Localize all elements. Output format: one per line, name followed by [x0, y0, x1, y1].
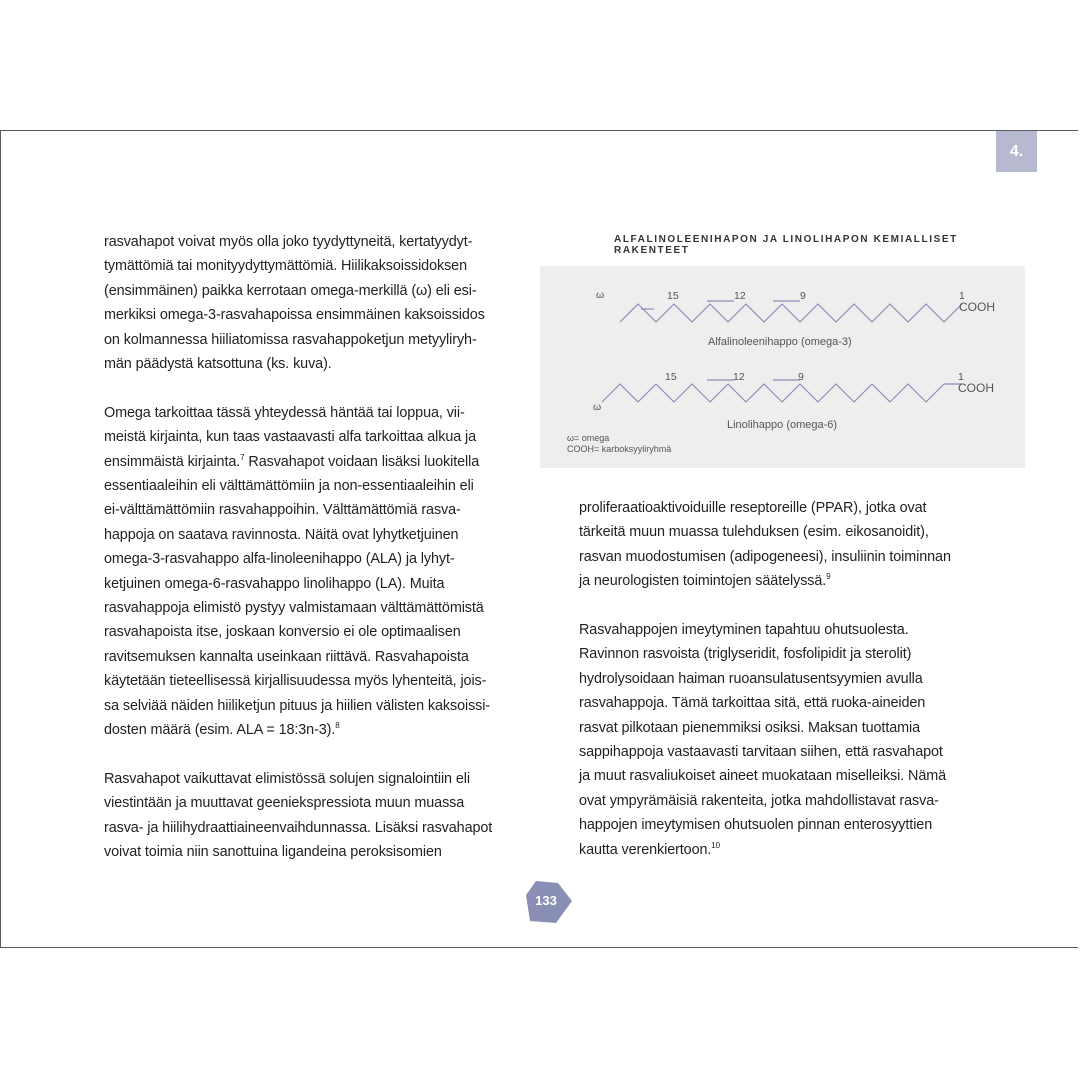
- ala-carbon-chain: [620, 304, 962, 322]
- page-number-badge: [526, 879, 574, 927]
- left-column: [104, 230, 504, 865]
- text-line: sappihappoja vastaavasti tarvitaan siihen, että rasvahapot: [579, 744, 943, 761]
- text-line: Rasvahapot voidaan lisäksi luokitella: [244, 453, 480, 470]
- right-column: [579, 496, 999, 862]
- text-line: voivat toimia niin sanottuina ligandeina peroksisomien: [104, 844, 442, 861]
- left-paragraph-2: [104, 401, 504, 743]
- left-paragraph-1: [104, 230, 504, 376]
- text-line: on kolmannessa hiiliatomissa rasvahappoketjun metyyliryh-: [104, 331, 477, 348]
- text-line: omega-3-rasvahappo alfa-linoleenihappo (ALA) ja lyhyt-: [104, 551, 455, 568]
- ala-pos-15: 15: [667, 290, 679, 302]
- text-line: Omega tarkoittaa tässä yhteydessä häntää tai loppua, vii-: [104, 404, 465, 421]
- text-line: män päädystä katsottuna (ks. kuva).: [104, 356, 332, 373]
- ala-pos-12: 12: [734, 290, 746, 302]
- legend-cooh: COOH= karboksyyliryhmä: [567, 444, 672, 454]
- text-line: ketjuinen omega-6-rasvahappo linolihappo (LA). Muita: [104, 575, 445, 592]
- text-line: happojen imeytymisen ohutsuolen pinnan enterosyyttien: [579, 817, 933, 834]
- text-line: rasvahapoista itse, joskaan konversio ei ole optimaalisen: [104, 624, 461, 641]
- legend-omega: ω= omega: [567, 433, 610, 443]
- text-line: (ensimmäinen) paikka kerrotaan omega-merkillä (ω) eli esi-: [104, 282, 477, 299]
- ala-name: Alfalinoleenihappo (omega-3): [708, 336, 852, 348]
- text-line: Rasvahappojen imeytyminen tapahtuu ohutsuolesta.: [579, 622, 909, 639]
- text-line: ravitsemuksen kannalta useinkaan riittävä. Rasvahapoista: [104, 648, 469, 665]
- text-line: ei-välttämättömiin rasvahappoihin. Välttämättömiä rasva-: [104, 502, 461, 519]
- la-pos-15: 15: [665, 371, 677, 383]
- reference-8: 8: [335, 721, 340, 731]
- text-line: dosten määrä (esim. ALA = 18:3n-3).: [104, 722, 336, 739]
- text-line: ja muut rasvaliukoiset aineet muokataan miselleiksi. Nämä: [579, 768, 947, 785]
- text-line: kautta verenkiertoon.: [579, 841, 712, 858]
- reference-7: 7: [240, 452, 245, 462]
- text-line: Rasvahapot vaikuttavat elimistössä solujen signalointiin eli: [104, 770, 470, 787]
- ala-omega-label: ω: [596, 289, 605, 301]
- text-line: rasvahappoja. Tämä tarkoittaa sitä, että ruoka-aineiden: [579, 695, 926, 712]
- text-line: rasvan muodostumisen (adipogeneesi), insuliinin toiminnan: [579, 548, 951, 565]
- la-name: Linolihappo (omega-6): [727, 419, 838, 431]
- text-line: hydrolysoidaan haiman ruoansulatusentsyymien avulla: [579, 670, 923, 687]
- right-paragraph-1: [579, 496, 999, 594]
- text-line: rasvat pilkotaan pienemmiksi osiksi. Maksan tuottamia: [579, 719, 921, 736]
- ala-cooh: COOH: [959, 300, 995, 314]
- chemical-structures-figure: [540, 266, 1025, 468]
- text-line: merkiksi omega-3-rasvahapoissa ensimmäinen kaksoissidos: [104, 307, 485, 324]
- text-line: ovat ympyrämäisiä rakenteita, jotka mahdollistavat rasva-: [579, 792, 939, 809]
- text-line: käytetään tieteellisessä kirjallisuudessa myös lyhenteitä, jois-: [104, 673, 487, 690]
- right-paragraph-2: [579, 618, 999, 862]
- ala-pos-9: 9: [800, 290, 806, 302]
- la-pos-9: 9: [798, 371, 804, 383]
- la-carbon-chain: [602, 384, 962, 402]
- text-line: sa selviää näiden hiiliketjun pituus ja hiilien välisten kaksoissi-: [104, 697, 491, 714]
- text-line: ensimmäistä kirjainta.: [104, 453, 241, 470]
- text-line: tymättömiä tai monityydyttymättömiä. Hiilikaksoissidoksen: [104, 258, 467, 275]
- la-cooh: COOH: [958, 381, 994, 395]
- chapter-number: 4.: [1009, 142, 1024, 160]
- text-line: essentiaaleihin eli välttämättömiin ja non-essentiaaleihin eli: [104, 478, 474, 495]
- left-paragraph-3: [104, 767, 504, 865]
- la-omega-label: ω: [593, 401, 602, 413]
- reference-9: 9: [826, 572, 831, 582]
- figure-caption: ALFALINOLEENIHAPON JA LINOLIHAPON KEMIALLISET RAKENTEET: [614, 234, 958, 256]
- text-line: rasvahappoja elimistö pystyy valmistamaan välttämättömistä: [104, 600, 484, 617]
- reference-10: 10: [711, 840, 720, 850]
- structures-svg: [540, 266, 1025, 468]
- text-line: rasvahapot voivat myös olla joko tyydyttyneitä, kertatyydyt-: [104, 234, 473, 250]
- text-line: tärkeitä muun muassa tulehduksen (esim. eikosanoidit),: [579, 524, 929, 541]
- ala-pos-1: 1: [959, 290, 965, 302]
- text-line: proliferaatioaktivoiduille reseptoreille (PPAR), jotka ovat: [579, 500, 927, 516]
- text-line: rasva- ja hiilihydraattiaineenvaihdunnassa. Lisäksi rasvahapot: [104, 819, 493, 836]
- chapter-tab: [996, 131, 1037, 172]
- la-pos-1: 1: [958, 371, 964, 383]
- page-number: 133: [535, 893, 557, 908]
- text-line: ja neurologisten toimintojen säätelyssä.: [579, 573, 827, 590]
- text-line: meistä kirjainta, kun taas vastaavasti alfa tarkoittaa alkua ja: [104, 429, 477, 446]
- text-line: Ravinnon rasvoista (triglyseridit, fosfolipidit ja sterolit): [579, 646, 912, 663]
- text-line: viestintään ja muuttavat geeniekspressiota muun muassa: [104, 795, 465, 812]
- la-pos-12: 12: [733, 371, 745, 383]
- text-line: happoja on saatava ravinnosta. Näitä ovat lyhytketjuinen: [104, 526, 459, 543]
